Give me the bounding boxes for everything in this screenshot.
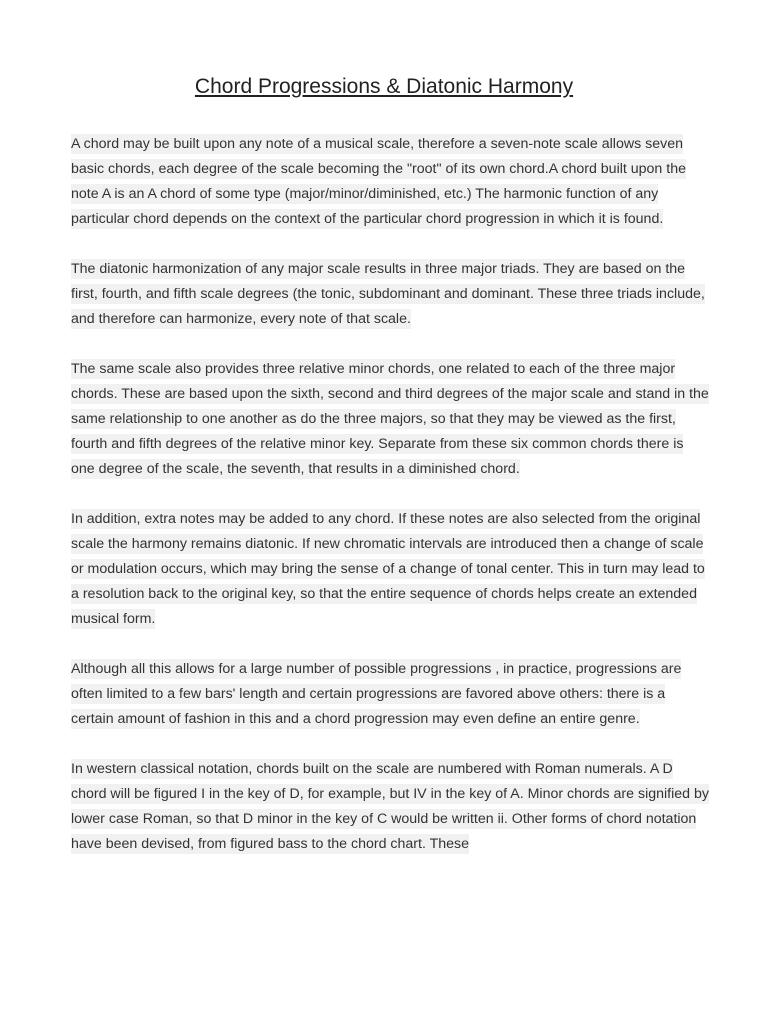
document-title: Chord Progressions & Diatonic Harmony <box>194 75 574 98</box>
paragraph-text: Although all this allows for a large number of possible progressions , in practice, progressions are often limited to a few bars' length and certain progressions are favored above others: there is a certain amount of fashion in this and a chord progression may even define an entire genre. <box>71 661 682 727</box>
paragraph-text: In western classical notation, chords built on the scale are numbered with Roman numerals. A D chord will be figured I in the key of D, for example, but IV in the key of A. Minor chords are signified by lower case Roman, so that D minor in the key of C would be written ii. Other forms of chord notation have been devised, from figured bass to the chord chart. These <box>71 761 709 852</box>
document-body <box>71 132 711 882</box>
paragraph-3 <box>71 357 711 482</box>
paragraph-text: In addition, extra notes may be added to any chord. If these notes are also selected from the original scale the harmony remains diatonic. If new chromatic intervals are introduced then a change of scale or modulation occurs, which may bring the sense of a change of tonal center. This in turn may lead to a resolution back to the original key, so that the entire sequence of chords helps create an extended musical form. <box>71 511 705 627</box>
paragraph-1 <box>71 132 711 232</box>
paragraph-text: A chord may be built upon any note of a musical scale, therefore a seven-note scale allows seven basic chords, each degree of the scale becoming the "root" of its own chord.A chord built upon the note A is an A chord of some type (major/minor/diminished, etc.) The harmonic function of any particular chord depends on the context of the particular chord progression in which it is found. <box>71 136 686 227</box>
paragraph-text: The diatonic harmonization of any major scale results in three major triads. They are based on the first, fourth, and fifth scale degrees (the tonic, subdominant and dominant. These three triads include, and therefore can harmonize, every note of that scale. <box>71 261 705 327</box>
paragraph-6 <box>71 757 711 857</box>
paragraph-4 <box>71 507 711 632</box>
paragraph-2 <box>71 257 711 332</box>
paragraph-5 <box>71 657 711 732</box>
paragraph-text: The same scale also provides three relative minor chords, one related to each of the three major chords. These are based upon the sixth, second and third degrees of the major scale and stand in the same relationship to one another as do the three majors, so that they may be viewed as the first, fourth and fifth degrees of the relative minor key. Separate from these six common chords there is one degree of the scale, the seventh, that results in a diminished chord. <box>71 361 709 477</box>
